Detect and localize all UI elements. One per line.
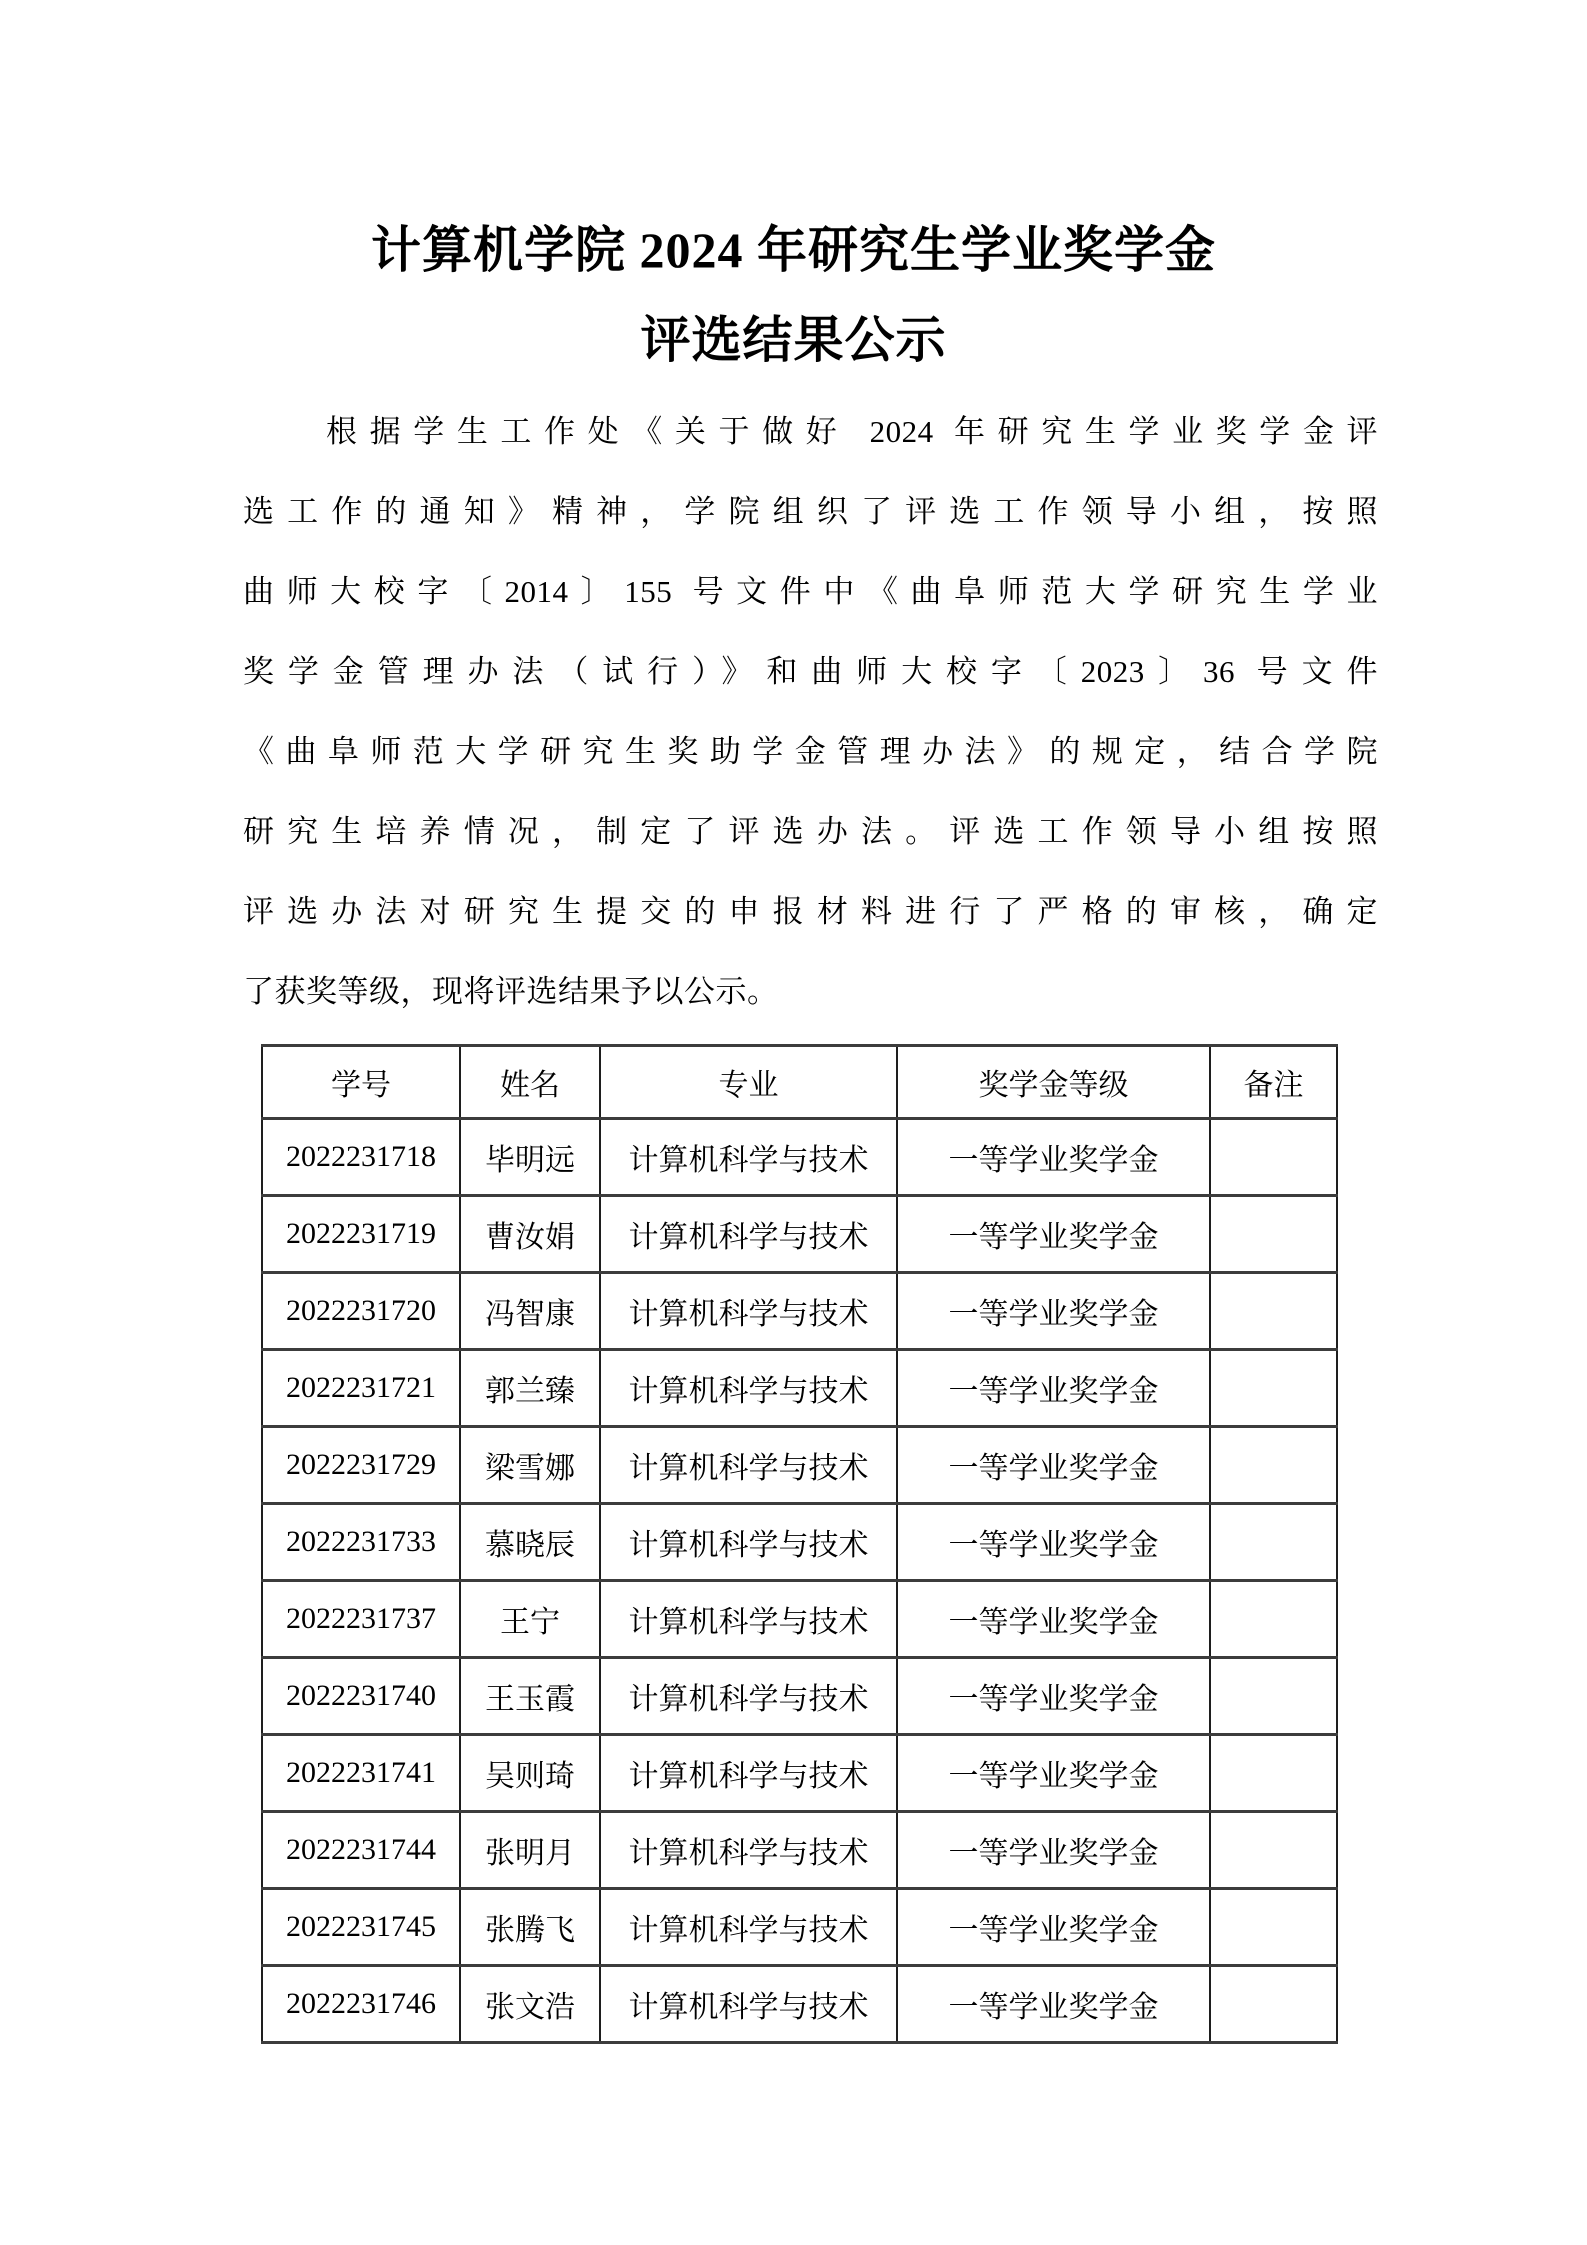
cell-remark [1210,1427,1337,1504]
cell-remark [1210,1350,1337,1427]
cell-major: 计算机科学与技术 [600,1812,897,1889]
cell-major: 计算机科学与技术 [600,1273,897,1350]
cell-name: 吴则琦 [460,1735,600,1812]
cell-student-id: 2022231746 [262,1966,460,2043]
paragraph-line: 研究生培养情况，制定了评选办法。评选工作领导小组按照 [243,814,1378,849]
cell-name: 张文浩 [460,1966,600,2043]
paragraph-line: 《曲阜师范大学研究生奖助学金管理办法》的规定，结合学院 [243,734,1378,769]
table-row [262,1427,1337,1504]
table-header-row [262,1046,1337,1119]
cell-remark [1210,1273,1337,1350]
cell-name: 曹汝娟 [460,1196,600,1273]
paragraph-line: 了获奖等级，现将评选结果予以公示。 [243,974,779,1009]
cell-remark [1210,1966,1337,2043]
table-row [262,1889,1337,1966]
cell-award-level: 一等学业奖学金 [897,1350,1210,1427]
cell-major: 计算机科学与技术 [600,1735,897,1812]
cell-student-id: 2022231729 [262,1427,460,1504]
cell-student-id: 2022231721 [262,1350,460,1427]
table-row [262,1735,1337,1812]
cell-award-level: 一等学业奖学金 [897,1658,1210,1735]
cell-award-level: 一等学业奖学金 [897,1273,1210,1350]
cell-remark [1210,1889,1337,1966]
announcement-paragraph [243,392,1378,1032]
table-row [262,1658,1337,1735]
cell-remark [1210,1581,1337,1658]
table-row [262,1581,1337,1658]
cell-award-level: 一等学业奖学金 [897,1966,1210,2043]
cell-name: 张明月 [460,1812,600,1889]
cell-name: 毕明远 [460,1119,600,1196]
cell-student-id: 2022231718 [262,1119,460,1196]
cell-remark [1210,1119,1337,1196]
cell-name: 张腾飞 [460,1889,600,1966]
page-title-line-1: 计算机学院 2024 年研究生学业奖学金 [371,222,1216,278]
table-row [262,1812,1337,1889]
cell-remark [1210,1658,1337,1735]
table-row [262,1966,1337,2043]
paragraph-line: 根据学生工作处《关于做好 2024 年研究生学业奖学金评 [326,414,1378,449]
col-header-award-level: 奖学金等级 [897,1046,1210,1119]
col-header-major: 专业 [600,1046,897,1119]
cell-remark [1210,1735,1337,1812]
cell-award-level: 一等学业奖学金 [897,1812,1210,1889]
cell-major: 计算机科学与技术 [600,1196,897,1273]
cell-major: 计算机科学与技术 [600,1889,897,1966]
table-row [262,1119,1337,1196]
table-row [262,1504,1337,1581]
cell-name: 王宁 [460,1581,600,1658]
cell-remark [1210,1812,1337,1889]
cell-award-level: 一等学业奖学金 [897,1581,1210,1658]
paragraph-line: 评选办法对研究生提交的申报材料进行了严格的审核，确定 [243,894,1378,929]
cell-name: 冯智康 [460,1273,600,1350]
results-table [261,1044,1338,2044]
cell-major: 计算机科学与技术 [600,1504,897,1581]
page-title [0,205,1587,385]
cell-major: 计算机科学与技术 [600,1427,897,1504]
cell-major: 计算机科学与技术 [600,1350,897,1427]
cell-award-level: 一等学业奖学金 [897,1889,1210,1966]
cell-student-id: 2022231719 [262,1196,460,1273]
cell-name: 王玉霞 [460,1658,600,1735]
paragraph-line: 曲师大校字〔2014〕155 号文件中《曲阜师范大学研究生学业 [243,574,1378,609]
table-row [262,1273,1337,1350]
cell-student-id: 2022231733 [262,1504,460,1581]
cell-award-level: 一等学业奖学金 [897,1504,1210,1581]
page-title-line-2: 评选结果公示 [640,312,947,368]
col-header-student-id: 学号 [262,1046,460,1119]
cell-student-id: 2022231744 [262,1812,460,1889]
cell-student-id: 2022231745 [262,1889,460,1966]
cell-student-id: 2022231720 [262,1273,460,1350]
cell-major: 计算机科学与技术 [600,1581,897,1658]
cell-major: 计算机科学与技术 [600,1966,897,2043]
cell-student-id: 2022231741 [262,1735,460,1812]
table-row [262,1196,1337,1273]
cell-major: 计算机科学与技术 [600,1119,897,1196]
cell-name: 慕晓辰 [460,1504,600,1581]
col-header-remark: 备注 [1210,1046,1337,1119]
table-body [262,1119,1337,2043]
cell-remark [1210,1504,1337,1581]
cell-remark [1210,1196,1337,1273]
paragraph-line: 奖学金管理办法（试行）》和曲师大校字〔2023〕36 号文件 [243,654,1378,689]
cell-student-id: 2022231737 [262,1581,460,1658]
cell-student-id: 2022231740 [262,1658,460,1735]
cell-award-level: 一等学业奖学金 [897,1196,1210,1273]
col-header-name: 姓名 [460,1046,600,1119]
cell-name: 梁雪娜 [460,1427,600,1504]
cell-name: 郭兰臻 [460,1350,600,1427]
cell-award-level: 一等学业奖学金 [897,1735,1210,1812]
cell-award-level: 一等学业奖学金 [897,1119,1210,1196]
paragraph-line: 选工作的通知》精神，学院组织了评选工作领导小组，按照 [243,494,1378,529]
cell-major: 计算机科学与技术 [600,1658,897,1735]
cell-award-level: 一等学业奖学金 [897,1427,1210,1504]
table-row [262,1350,1337,1427]
